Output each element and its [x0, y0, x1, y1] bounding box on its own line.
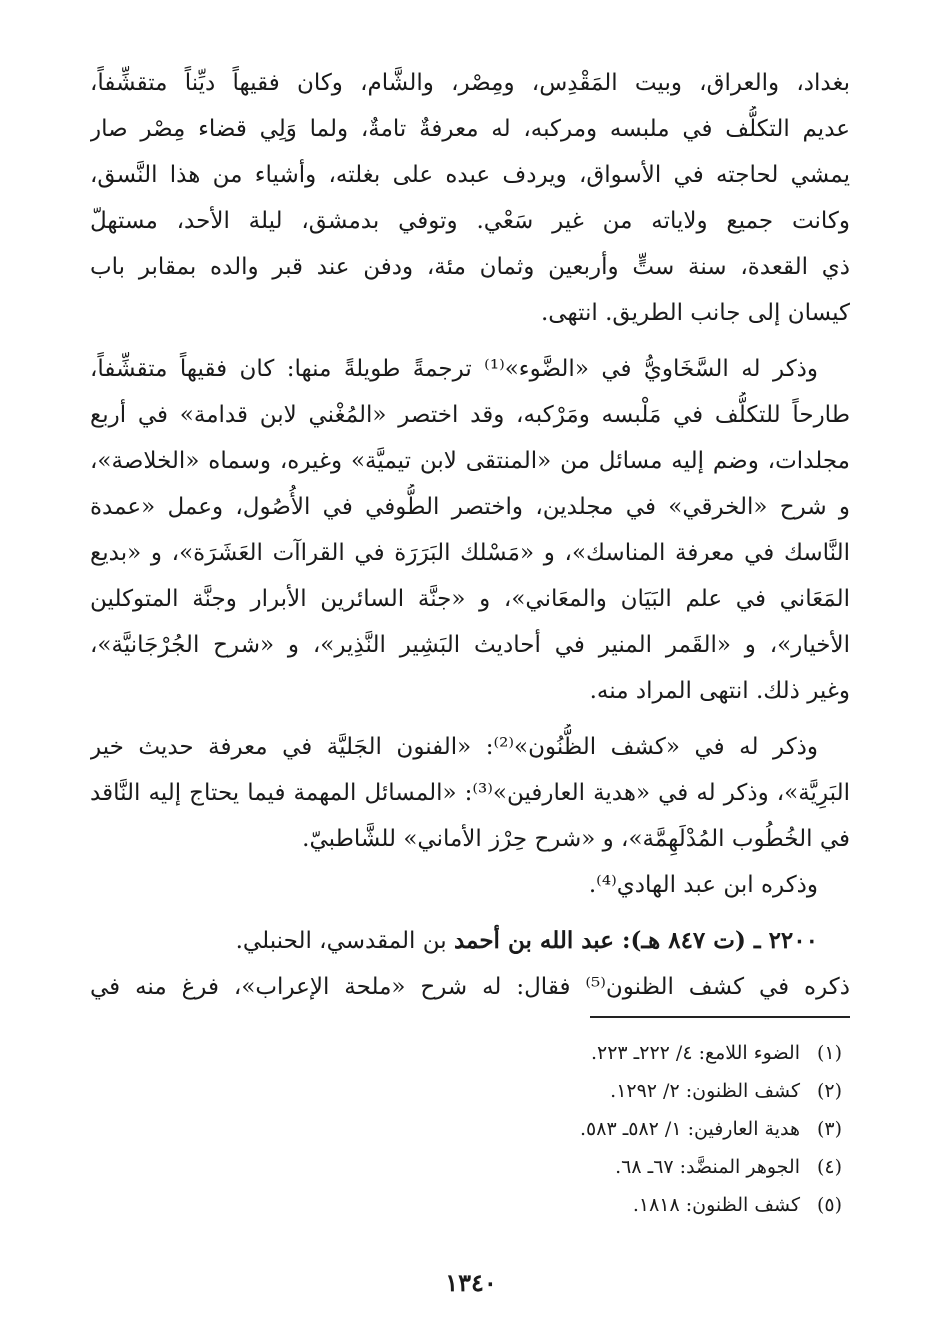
footnote-text: هدية العارفين: ١/ ٥٨٢ـ ٥٨٣.: [579, 1118, 800, 1140]
text-line: بغداد، والعراق، وبيت المَقْدِس، ومِصْر، والشَّام، وكان فقيهاً ديِّناً متقشِّفاً،: [90, 70, 850, 96]
text-line: النَّاسك في معرفة المناسك»، و «مَسْلك البَرَرَة في القراآت العَشَرَة»، و «بديع: [90, 540, 850, 566]
text-line: المَعَاني في علم البَيَان والمعَاني»، و «جنَّة السائرين الأبرار وجنَّة المتوكلين: [90, 586, 850, 612]
footnotes: [242, 1034, 842, 1224]
footnote-text: الضوء اللامع: ٤/ ٢٢٢ـ ٢٢٣.: [590, 1042, 800, 1064]
text-line: مجلدات، وضم إليه مسائل من «المنتقى لابن تيميَّة» وغيره، وسماه «الخلاصة»،: [90, 448, 850, 474]
text-line: وذكره ابن عبد الهادي⁽⁴⁾.: [588, 872, 818, 898]
footnote: [242, 1186, 842, 1224]
text-line: الأخيار»، و «القَمر المنير في أحاديث البَشِير النَّذِير»، و «شرح الجُرْجَانيَّة»،: [90, 632, 850, 658]
footnote-number: (٤): [816, 1156, 842, 1178]
text-line: كيسان إلى جانب الطريق. انتهى.: [541, 300, 850, 326]
footnote: [242, 1110, 842, 1148]
text-line: عديم التكلُّف في ملبسه ومركبه، له معرفةٌ تامةٌ، ولما وَلِي قضاء مِصْر صار: [90, 116, 850, 142]
footnote-number: (١): [816, 1042, 842, 1064]
text-line: وكانت جميع ولاياته من غير سَعْي. وتوفي بدمشق، ليلة الأحد، مستهلّ: [90, 208, 850, 234]
text-line: البَرِيَّة»، وذكر له في «هدية العارفين»⁽³⁾: «المسائل المهمة فيما يحتاج إليه النَّاقد: [90, 780, 850, 806]
text-line: و شرح «الخرقي» في مجلدين، واختصر الطُّوفي في الأُصُول، وعمل «عمدة: [90, 494, 850, 520]
footnote-number: (٥): [816, 1194, 842, 1216]
footnote-number: (٣): [816, 1118, 842, 1140]
text-line: يمشي لحاجته في الأسواق، ويردف عبده على بغلته، وأشياء من هذا النَّسق،: [90, 162, 850, 188]
text-line: في الخُطُوب المُدْلَهِمَّة»، و «شرح حِرْز الأماني» للشَّاطبيّ.: [302, 826, 850, 852]
footnote-text: الجوهر المنضَّد: ٦٧ـ ٦٨.: [615, 1156, 800, 1178]
text-line: ذي القعدة، سنة ستٍّ وأربعين وثمان مئة، ودفن عند قبر والده بمقابر باب: [90, 254, 850, 280]
footnote-number: (٢): [816, 1080, 842, 1102]
footnote: [242, 1034, 842, 1072]
page-number: ١٣٤٠: [445, 1268, 497, 1297]
footnote-text: كشف الظنون: ٢/ ١٢٩٢.: [610, 1080, 800, 1102]
text-line: وذكر له السَّخَاويُّ في «الضَّوء»⁽¹⁾ ترجمةً طويلةً منها: كان فقيهاً متقشِّفاً،: [90, 356, 818, 382]
entry-number-name: ٢٢٠٠ ـ (ت ٨٤٧ هـ): عبد الله بن أحمد: [453, 927, 818, 954]
text-line: وغير ذلك. انتهى المراد منه.: [589, 678, 850, 704]
main-text: [90, 60, 850, 1010]
entry-heading: [90, 918, 850, 964]
text-line: طارحاً للتكلُّف في مَلْبسه ومَرْكبه، وقد اختصر «المُغْني لابن قدامة» في أربع: [90, 402, 850, 428]
footnote-divider: [590, 1016, 850, 1018]
entry-rest: بن المقدسي، الحنبلي.: [235, 928, 454, 954]
footnote: [242, 1072, 842, 1110]
footnote: [242, 1148, 842, 1186]
footnote-text: كشف الظنون: ١٨١٨.: [632, 1194, 800, 1216]
text-line: وذكر له في «كشف الظُّنُون»⁽²⁾: «الفنون الجَليَّة في معرفة حديث خير: [90, 734, 818, 760]
text-line: ذكره في كشف الظنون⁽⁵⁾ فقال: له شرح «ملحة الإعراب»، فرغ منه في: [90, 974, 850, 1000]
